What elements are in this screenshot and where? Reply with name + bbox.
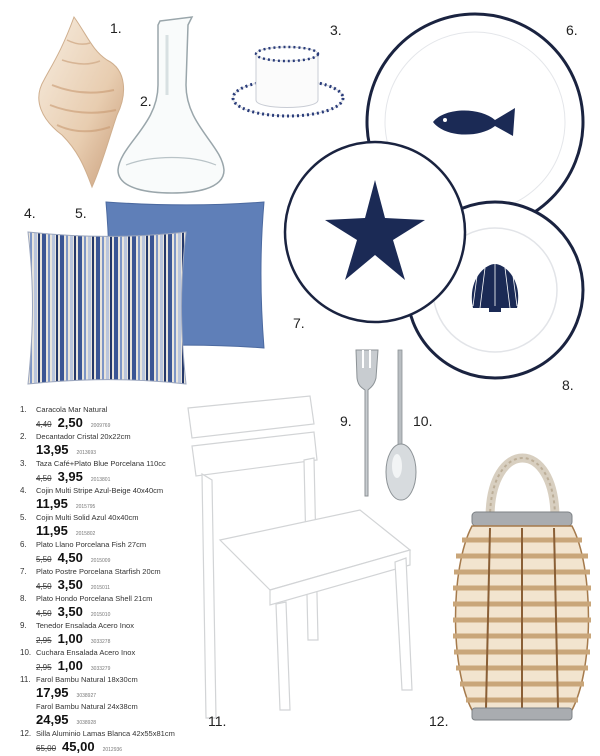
cushion-stripe-image	[24, 228, 189, 388]
product-item	[20, 405, 210, 429]
product-item	[20, 513, 210, 537]
bamboo-lantern-image	[450, 428, 595, 728]
marker-10: 10.	[413, 413, 433, 429]
item-number: 3.	[20, 459, 27, 468]
price: 3,50	[57, 577, 83, 592]
marker-5: 5.	[75, 205, 87, 221]
product-item	[20, 486, 210, 510]
price: 11,95	[36, 496, 68, 511]
product-item	[20, 648, 210, 672]
product-code: 2012936	[102, 747, 123, 753]
product-code: 2015795	[75, 504, 96, 510]
product-item	[20, 729, 210, 753]
product-list	[20, 405, 210, 756]
old-price: 4,50	[36, 582, 52, 591]
product-code: 2013693	[76, 450, 97, 456]
item-number: 1.	[20, 405, 27, 414]
product-name: Plato Hondo Porcelana Shell 21cm	[36, 594, 153, 603]
cup-saucer-image	[232, 40, 352, 120]
decanter-image	[112, 15, 232, 205]
product-name: Cojin Multi Solid Azul 40x40cm	[36, 513, 139, 522]
price: 2,50	[57, 415, 83, 430]
product-item	[20, 432, 210, 456]
old-price: 2,95	[36, 636, 52, 645]
price: 4,50	[57, 550, 83, 565]
product-name: Plato Llano Porcelana Fish 27cm	[36, 540, 147, 549]
product-name: Caracola Mar Natural	[36, 405, 108, 414]
old-price: 4,40	[36, 420, 52, 429]
product-code: 3033278	[90, 639, 111, 645]
old-price: 4,50	[36, 474, 52, 483]
product-item	[20, 567, 210, 591]
marker-8: 8.	[562, 377, 574, 393]
price: 45,00	[62, 739, 95, 754]
marker-7: 7.	[293, 315, 305, 331]
price: 3,95	[57, 469, 83, 484]
product-item	[20, 621, 210, 645]
item-number: 5.	[20, 513, 27, 522]
item-number: 12.	[20, 729, 32, 738]
old-price: 4,50	[36, 609, 52, 618]
old-price: 2,95	[36, 663, 52, 672]
product-item	[20, 702, 210, 726]
price: 11,95	[36, 523, 68, 538]
marker-11: 11.	[208, 713, 227, 729]
item-number: 2.	[20, 432, 27, 441]
chair-image	[180, 390, 440, 730]
product-code: 3033279	[90, 666, 111, 672]
old-price: 5,50	[36, 555, 52, 564]
marker-3: 3.	[330, 22, 342, 38]
price: 3,50	[57, 604, 83, 619]
product-code: 2015802	[75, 531, 96, 537]
marker-4: 4.	[24, 205, 36, 221]
item-number: 9.	[20, 621, 27, 630]
product-item	[20, 540, 210, 564]
price: 13,95	[36, 442, 69, 457]
product-code: 2013801	[90, 477, 111, 483]
item-number: 6.	[20, 540, 27, 549]
product-name: Silla Aluminio Lamas Blanca 42x55x81cm	[36, 729, 175, 738]
marker-9: 9.	[340, 413, 352, 429]
product-name: Cuchara Ensalada Acero Inox	[36, 648, 136, 657]
item-number: 11.	[20, 675, 31, 684]
product-code: 2015010	[90, 612, 111, 618]
product-name: Farol Bambu Natural 24x38cm	[36, 702, 138, 711]
product-name: Taza Café+Plato Blue Porcelana 110cc	[36, 459, 166, 468]
marker-1: 1.	[110, 20, 122, 36]
product-code: 2015009	[90, 558, 111, 564]
item-number: 7.	[20, 567, 27, 576]
price: 24,95	[36, 712, 69, 727]
product-name: Cojin Multi Stripe Azul-Beige 40x40cm	[36, 486, 164, 495]
plate-starfish-image	[283, 140, 468, 325]
price: 1,00	[57, 658, 83, 673]
product-name: Farol Bambu Natural 18x30cm	[36, 675, 138, 684]
product-item	[20, 675, 210, 699]
product-item	[20, 594, 210, 618]
product-code: 3038928	[76, 720, 97, 726]
product-name: Decantador Cristal 20x22cm	[36, 432, 131, 441]
marker-2: 2.	[140, 93, 152, 109]
item-number: 4.	[20, 486, 27, 495]
product-name: Plato Postre Porcelana Starfish 20cm	[36, 567, 161, 576]
price: 1,00	[57, 631, 83, 646]
product-code: 3038927	[76, 693, 97, 699]
price: 17,95	[36, 685, 69, 700]
product-item	[20, 459, 210, 483]
marker-6: 6.	[566, 22, 578, 38]
item-number: 8.	[20, 594, 27, 603]
item-number: 10.	[20, 648, 32, 657]
product-code: 2015011	[90, 585, 110, 591]
product-code: 2009769	[90, 423, 111, 429]
marker-12: 12.	[429, 713, 449, 729]
old-price: 65,00	[36, 744, 57, 753]
product-name: Tenedor Ensalada Acero Inox	[36, 621, 134, 630]
